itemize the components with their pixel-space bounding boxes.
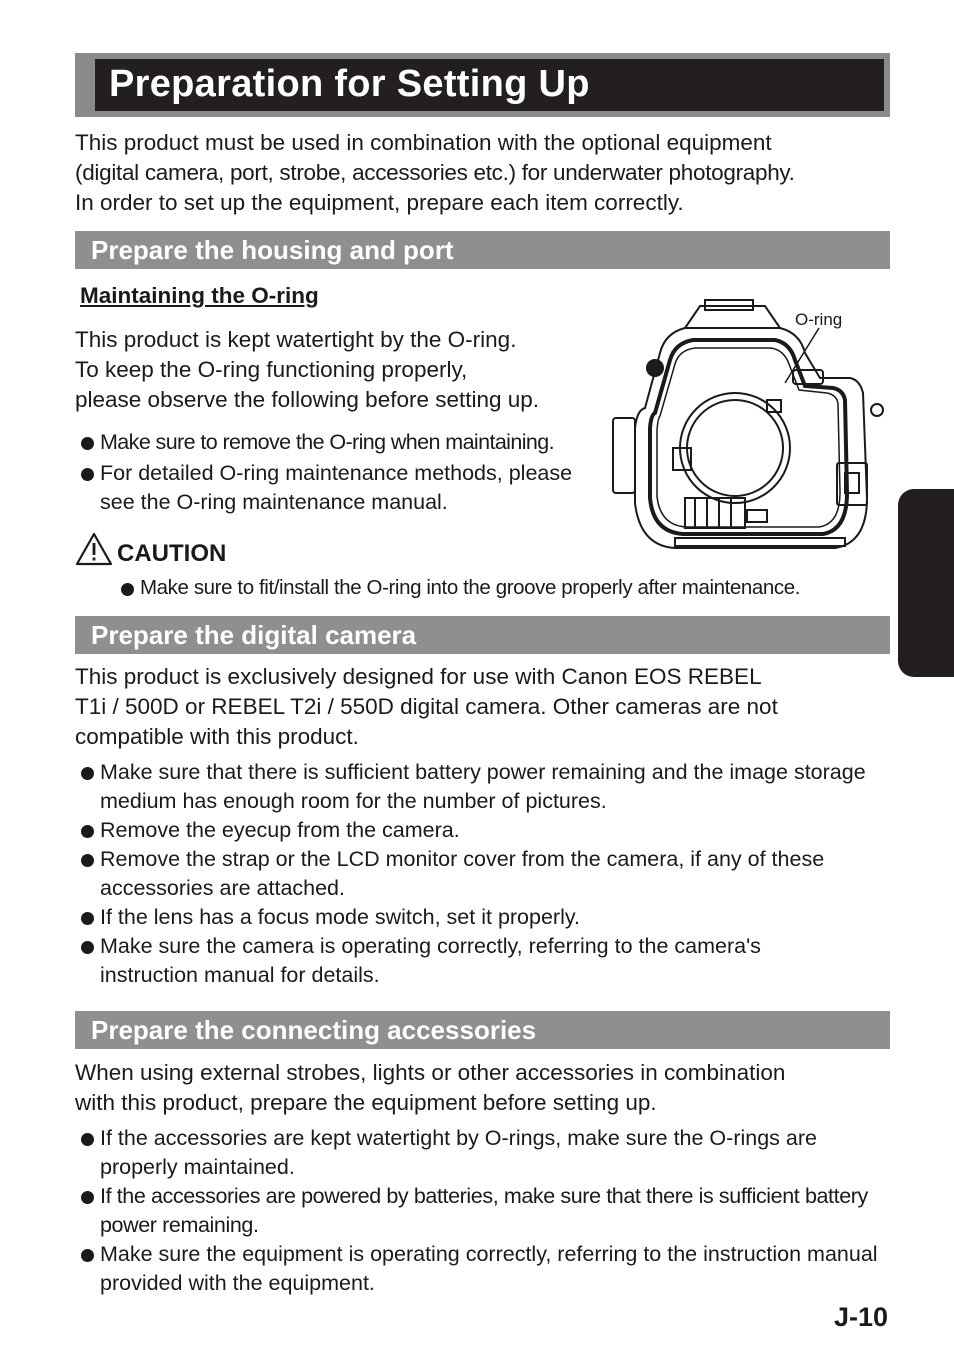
list-item: Make sure that there is sufficient battery power remaining and the image storage medium has enough room for the number of pictures. — [80, 758, 885, 816]
subheading-oring: Maintaining the O-ring — [80, 283, 319, 308]
accessories-line: with this product, prepare the equipment before setting up. — [75, 1090, 657, 1115]
accessories-paragraph — [75, 1058, 890, 1118]
figure-label-oring: O-ring — [795, 310, 843, 329]
housing-paragraph — [75, 325, 605, 415]
camera-line: This product is exclusively designed for use with Canon EOS REBEL — [75, 664, 762, 689]
caution-label: CAUTION — [117, 540, 227, 567]
list-item: Remove the strap or the LCD monitor cover from the camera, if any of these accessories are attached. — [80, 845, 885, 903]
housing-line: This product is kept watertight by the O-ring. — [75, 327, 517, 352]
page-title: Preparation for Setting Up — [109, 63, 590, 105]
list-item: Make sure to remove the O-ring when maintaining. — [80, 428, 600, 457]
camera-line: compatible with this product. — [75, 724, 359, 749]
page-title-bar — [75, 53, 890, 117]
section-heading-housing: Prepare the housing and port — [75, 231, 890, 269]
camera-line: T1i / 500D or REBEL T2i / 550D digital camera. Other cameras are not — [75, 694, 778, 719]
camera-paragraph — [75, 662, 890, 752]
list-item: For detailed O-ring maintenance methods, please see the O-ring maintenance manual. — [80, 459, 600, 517]
housing-bullets — [80, 428, 600, 517]
housing-line: please observe the following before setting up. — [75, 387, 540, 412]
accessories-line: When using external strobes, lights or other accessories in combination — [75, 1060, 786, 1085]
page-number: J-10 — [833, 1302, 888, 1332]
list-item: Make sure the equipment is operating correctly, referring to the instruction manual provided with the equipment. — [80, 1240, 890, 1298]
camera-bullets — [80, 758, 885, 990]
intro-paragraph — [75, 128, 890, 218]
section-heading-camera: Prepare the digital camera — [75, 616, 890, 654]
housing-illustration — [605, 298, 890, 556]
section-heading-accessories: Prepare the connecting accessories — [75, 1011, 890, 1049]
intro-line: (digital camera, port, strobe, accessories etc.) for underwater photography. — [75, 160, 795, 185]
housing-drawing — [605, 298, 890, 556]
housing-line: To keep the O-ring functioning properly, — [75, 357, 468, 382]
caution-bullets — [120, 574, 890, 602]
intro-line: This product must be used in combination with the optional equipment — [75, 130, 772, 155]
list-item: Remove the eyecup from the camera. — [80, 816, 885, 845]
list-item: Make sure the camera is operating correctly, referring to the camera's instruction manual for details. — [80, 932, 885, 990]
page-title-panel — [95, 59, 884, 111]
list-item: If the accessories are powered by batteries, make sure that there is sufficient battery power remaining. — [80, 1182, 890, 1240]
chapter-side-tab — [898, 489, 954, 677]
list-item: If the lens has a focus mode switch, set it properly. — [80, 903, 885, 932]
accessories-bullets — [80, 1124, 890, 1298]
intro-line: In order to set up the equipment, prepare each item correctly. — [75, 190, 684, 215]
list-item: Make sure to fit/install the O-ring into the groove properly after maintenance. — [120, 574, 890, 602]
list-item: If the accessories are kept watertight by O-rings, make sure the O-rings are properly maintained. — [80, 1124, 890, 1182]
warning-triangle-icon — [75, 532, 113, 566]
